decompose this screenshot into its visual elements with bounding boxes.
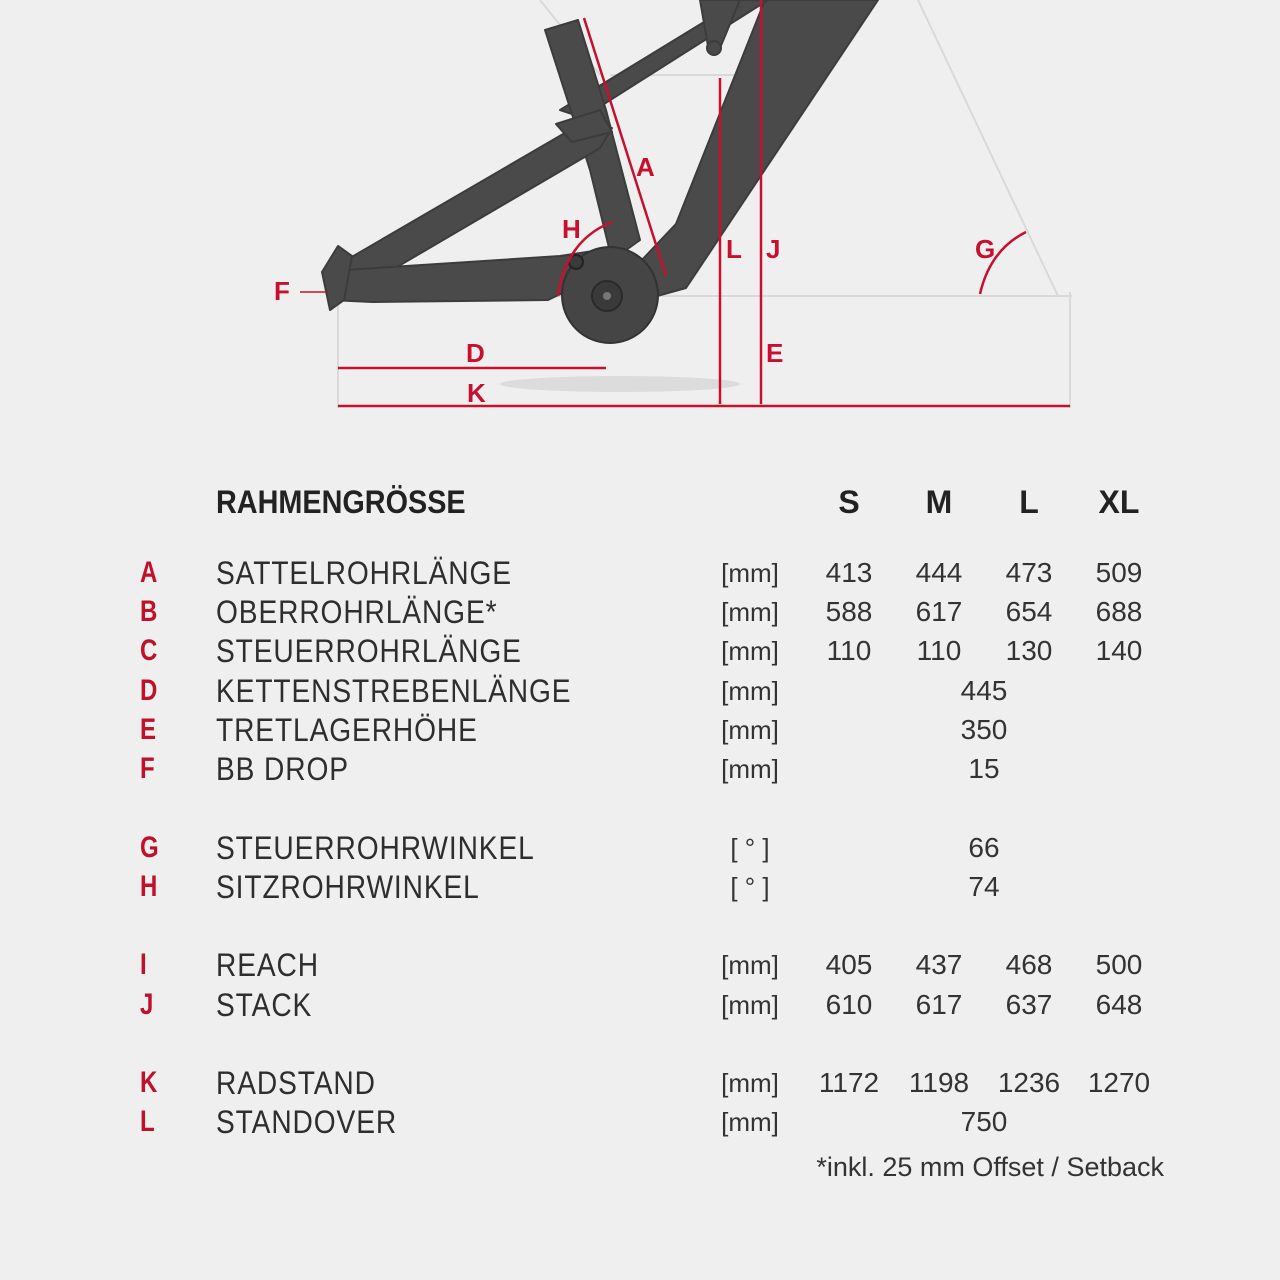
table-row — [0, 553, 1280, 593]
value-l: 654 — [1005, 596, 1053, 627]
row-letter: J — [140, 988, 154, 1021]
row-letter: E — [140, 713, 157, 746]
row-unit: [mm] — [721, 558, 779, 588]
dim-label-l: L — [726, 234, 742, 264]
size-header-xl: XL — [1098, 484, 1140, 520]
row-name: RADSTAND — [216, 1065, 376, 1101]
value-s: 110 — [826, 635, 872, 666]
table-row — [0, 749, 1280, 789]
value-m: 437 — [915, 949, 963, 980]
value-all-sizes: 66 — [968, 832, 1000, 863]
floor-shadow — [500, 376, 740, 392]
value-xl: 140 — [1095, 635, 1143, 666]
geometry-diagram — [0, 0, 1280, 430]
value-m: 1198 — [908, 1067, 970, 1098]
value-l: 468 — [1005, 949, 1053, 980]
table-title: RAHMENGRÖSSE — [216, 484, 466, 520]
value-xl: 1270 — [1087, 1067, 1151, 1098]
value-s: 413 — [825, 557, 873, 588]
dim-label-g: G — [975, 234, 996, 264]
table-row — [0, 945, 1280, 985]
dim-label-e: E — [766, 338, 784, 368]
value-s: 405 — [825, 949, 873, 980]
row-unit: [mm] — [721, 990, 779, 1020]
row-unit: [mm] — [721, 1068, 779, 1098]
dim-label-d: D — [466, 338, 485, 368]
value-l: 130 — [1005, 635, 1053, 666]
row-letter: K — [140, 1066, 158, 1099]
value-all-sizes: 750 — [960, 1106, 1008, 1137]
row-unit: [mm] — [721, 676, 779, 706]
row-unit: [mm] — [721, 754, 779, 784]
row-name: KETTENSTREBENLÄNGE — [216, 673, 572, 709]
value-s: 610 — [825, 989, 873, 1020]
dim-label-k: K — [467, 378, 486, 408]
row-unit: [mm] — [721, 715, 779, 745]
table-row — [0, 867, 1280, 907]
size-header-m: M — [925, 484, 953, 520]
row-name: TRETLAGERHÖHE — [216, 712, 478, 748]
value-xl: 500 — [1095, 949, 1143, 980]
size-header-l: L — [1019, 484, 1039, 520]
table-row — [0, 1063, 1280, 1103]
row-name: STEUERROHRLÄNGE — [216, 633, 522, 669]
value-all-sizes: 445 — [960, 675, 1008, 706]
row-letter: G — [140, 831, 159, 864]
dim-label-a: A — [636, 152, 655, 182]
row-letter: D — [140, 674, 158, 707]
table-row — [0, 671, 1280, 711]
row-name: STEUERROHRWINKEL — [216, 830, 535, 866]
value-xl: 509 — [1095, 557, 1143, 588]
dim-label-f: F — [274, 276, 290, 306]
table-header — [0, 482, 1280, 522]
table-row — [0, 710, 1280, 750]
table-row — [0, 985, 1280, 1025]
value-l: 1236 — [997, 1067, 1061, 1098]
dim-label-h: H — [562, 214, 581, 244]
row-unit: [mm] — [721, 597, 779, 627]
value-m: 110 — [916, 635, 962, 666]
row-letter: C — [140, 634, 158, 667]
dim-label-j: J — [766, 234, 781, 264]
row-letter: H — [140, 870, 158, 903]
row-unit: [ ° ] — [730, 833, 770, 863]
value-all-sizes: 15 — [968, 753, 1000, 784]
row-letter: L — [140, 1105, 155, 1138]
table-row — [0, 1102, 1280, 1142]
value-l: 473 — [1005, 557, 1053, 588]
value-m: 617 — [915, 596, 963, 627]
table-row — [0, 828, 1280, 868]
row-name: OBERROHRLÄNGE* — [216, 594, 498, 630]
value-m: 444 — [915, 557, 963, 588]
row-name: STANDOVER — [216, 1104, 398, 1140]
row-unit: [mm] — [721, 636, 779, 666]
value-l: 637 — [1005, 989, 1053, 1020]
value-s: 588 — [825, 596, 873, 627]
row-letter: A — [140, 556, 158, 589]
value-xl: 648 — [1095, 989, 1143, 1020]
row-name: STACK — [216, 987, 313, 1023]
value-m: 617 — [915, 989, 963, 1020]
row-name: BB DROP — [216, 751, 349, 787]
value-all-sizes: 74 — [968, 871, 1000, 902]
row-letter: I — [140, 948, 147, 981]
row-name: REACH — [216, 947, 319, 983]
row-name: SATTELROHRLÄNGE — [216, 555, 512, 591]
value-xl: 688 — [1095, 596, 1143, 627]
row-unit: [mm] — [721, 1107, 779, 1137]
value-all-sizes: 350 — [960, 714, 1008, 745]
row-letter: B — [140, 595, 158, 628]
footnote: *inkl. 25 mm Offset / Setback — [816, 1152, 1164, 1182]
table-row — [0, 631, 1280, 671]
table-row — [0, 592, 1280, 632]
motor-unit — [562, 247, 658, 343]
value-s: 1172 — [818, 1067, 880, 1098]
row-unit: [ ° ] — [730, 872, 770, 902]
row-unit: [mm] — [721, 950, 779, 980]
row-name: SITZROHRWINKEL — [216, 869, 480, 905]
size-header-s: S — [838, 484, 860, 520]
row-letter: F — [140, 752, 155, 785]
